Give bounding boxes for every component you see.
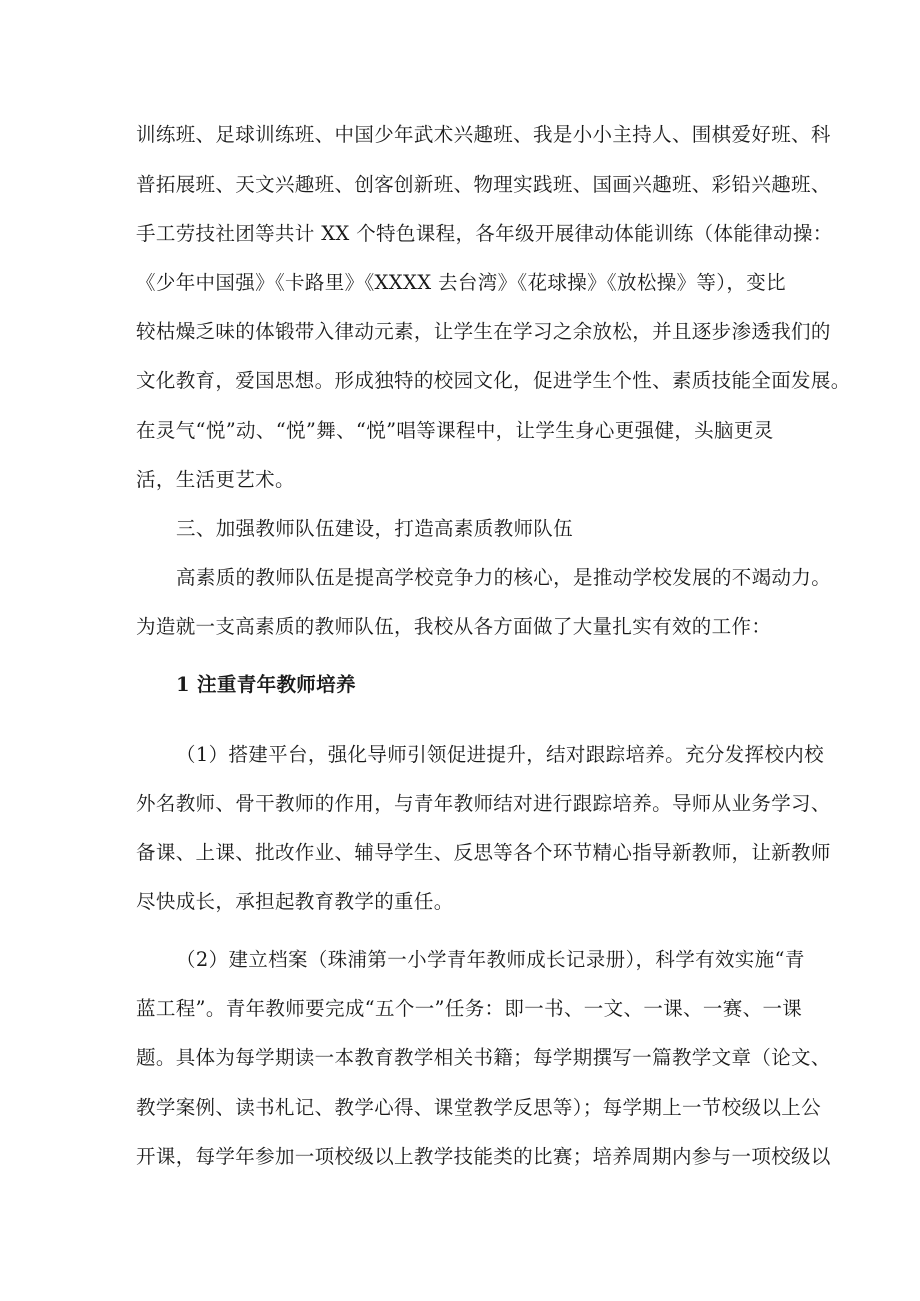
paragraph-line: 文化教育，爱国思想。形成独特的校园文化，促进学生个性、素质技能全面发展。 <box>136 369 851 392</box>
section-heading: 三、加强教师队伍建设，打造高素质教师队伍 <box>176 517 574 540</box>
paragraph-line: 《少年中国强》《卡路里》《XXXX 去台湾》《花球操》《放松操》等），变比 <box>136 271 786 294</box>
paragraph-line: 在灵气“悦”动、“悦”舞、“悦”唱等课程中，让学生身心更强健，头脑更灵 <box>136 419 774 442</box>
subheading: 1 注重青年教师培养 <box>176 673 356 696</box>
item-line: 开课，每学年参加一项校级以上教学技能类的比赛；培养周期内参与一项校级以 <box>136 1145 831 1168</box>
paragraph-line: 手工劳技社团等共计 XX 个特色课程，各年级开展律动体能训练（体能律动操： <box>136 222 833 245</box>
paragraph-line: 高素质的教师队伍是提高学校竞争力的核心，是推动学校发展的不竭动力。 <box>176 566 832 589</box>
paragraph-line: 较枯燥乏味的体锻带入律动元素，让学生在学习之余放松，并且逐步渗透我们的 <box>136 320 831 343</box>
item-line: 备课、上课、批改作业、辅导学生、反思等各个环节精心指导新教师，让新教师 <box>136 841 831 864</box>
paragraph-line: 为造就一支高素质的教师队伍，我校从各方面做了大量扎实有效的工作： <box>136 615 772 638</box>
item-line: 尽快成长，承担起教育教学的重任。 <box>136 890 454 913</box>
item-line: （2）建立档案（珠浦第一小学青年教师成长记录册），科学有效实施“青 <box>176 948 805 971</box>
item-line: 外名教师、骨干教师的作用，与青年教师结对进行跟踪培养。导师从业务学习、 <box>136 792 831 815</box>
paragraph-line: 普拓展班、天文兴趣班、创客创新班、物理实践班、国画兴趣班、彩铅兴趣班、 <box>136 173 831 196</box>
item-line: 教学案例、读书札记、教学心得、课堂教学反思等）；每学期上一节校级以上公 <box>136 1096 822 1119</box>
paragraph-line: 训练班、足球训练班、中国少年武术兴趣班、我是小小主持人、围棋爱好班、科 <box>136 123 831 146</box>
paragraph-line: 活，生活更艺术。 <box>136 468 295 491</box>
item-line: （1）搭建平台，强化导师引领促进提升，结对跟踪培养。充分发挥校内校 <box>176 743 824 766</box>
item-line: 蓝工程”。青年教师要完成“五个一”任务：即一书、一文、一课、一赛、一课 <box>136 997 803 1020</box>
item-line: 题。具体为每学期读一本教育教学相关书籍；每学期撰写一篇教学文章（论文、 <box>136 1046 831 1069</box>
